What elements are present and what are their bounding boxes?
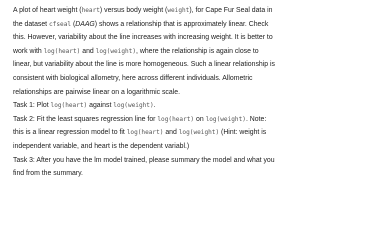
text-segment: Task 1: Plot <box>13 102 51 110</box>
text-segment: . <box>153 102 156 110</box>
task-2-line <box>13 140 367 154</box>
text-segment: this. However, variability about the line increases with increasing weight. It is better to <box>13 34 273 42</box>
inline-code: log(weight) <box>205 115 246 123</box>
intro-paragraph <box>13 4 367 99</box>
text-segment: , where the relationship is again close to <box>136 47 259 55</box>
inline-code: log(weight) <box>113 102 154 110</box>
task-2-line <box>13 113 367 127</box>
text-segment: work with <box>13 47 44 55</box>
text-line <box>13 86 367 100</box>
text-segment: on <box>194 115 206 123</box>
text-segment: linear, but variability about the line is more homogeneous. Such a linear relationship is <box>13 61 275 69</box>
task-3-line <box>13 154 367 168</box>
inline-code: log(heart) <box>157 115 195 123</box>
inline-code: heart <box>81 7 100 14</box>
inline-code: log(heart) <box>126 129 164 137</box>
text-line <box>13 18 367 32</box>
text-segment: ) shows a relationship that is approximately linear. Check <box>94 20 269 28</box>
text-line <box>13 45 367 59</box>
text-line <box>13 58 367 72</box>
text-segment: (Hint: weight is <box>219 129 267 137</box>
text-segment: find from the summary. <box>13 170 83 178</box>
inline-code: log(weight) <box>178 129 220 137</box>
text-line <box>13 4 367 18</box>
text-line <box>13 72 367 86</box>
inline-code: log(heart) <box>43 47 81 55</box>
text-segment: ), for Cape Fur Seal data in <box>189 7 273 14</box>
text-segment: . Note: <box>245 115 267 123</box>
inline-code: log(heart) <box>50 102 88 110</box>
inline-code: cfseal <box>49 20 72 28</box>
text-segment: against <box>87 102 114 110</box>
text-segment: A plot of heart weight ( <box>13 7 82 14</box>
task-2-line <box>13 126 367 140</box>
text-segment: and <box>163 129 179 137</box>
text-segment: relationships are pairwise linear on a logarithmic scale. <box>13 88 180 96</box>
text-segment: independent variable, and heart is the dependent variabl.) <box>13 142 190 150</box>
task-1-line <box>13 99 367 113</box>
text-segment: the dataset <box>13 20 50 28</box>
text-segment: ( <box>71 20 76 28</box>
text-segment: consistent with biological allometry, here across different individuals. Allometric <box>13 74 253 82</box>
inline-code: weight <box>167 7 190 14</box>
text-segment: Task 2: Fit the least squares regression line for <box>13 115 158 123</box>
inline-code: log(weight) <box>95 47 137 55</box>
task-list <box>13 99 367 181</box>
document-body <box>13 4 367 181</box>
text-segment: ) versus body weight ( <box>99 7 168 14</box>
text-segment: Task 3: After you have the lm model trained, please summary the model and what you <box>13 156 275 164</box>
text-segment: and <box>80 47 96 55</box>
task-3-line <box>13 167 367 181</box>
text-segment: this is a linear regression model to fit <box>13 129 127 137</box>
emphasis-text: DAAG <box>75 20 95 28</box>
text-line <box>13 31 367 45</box>
